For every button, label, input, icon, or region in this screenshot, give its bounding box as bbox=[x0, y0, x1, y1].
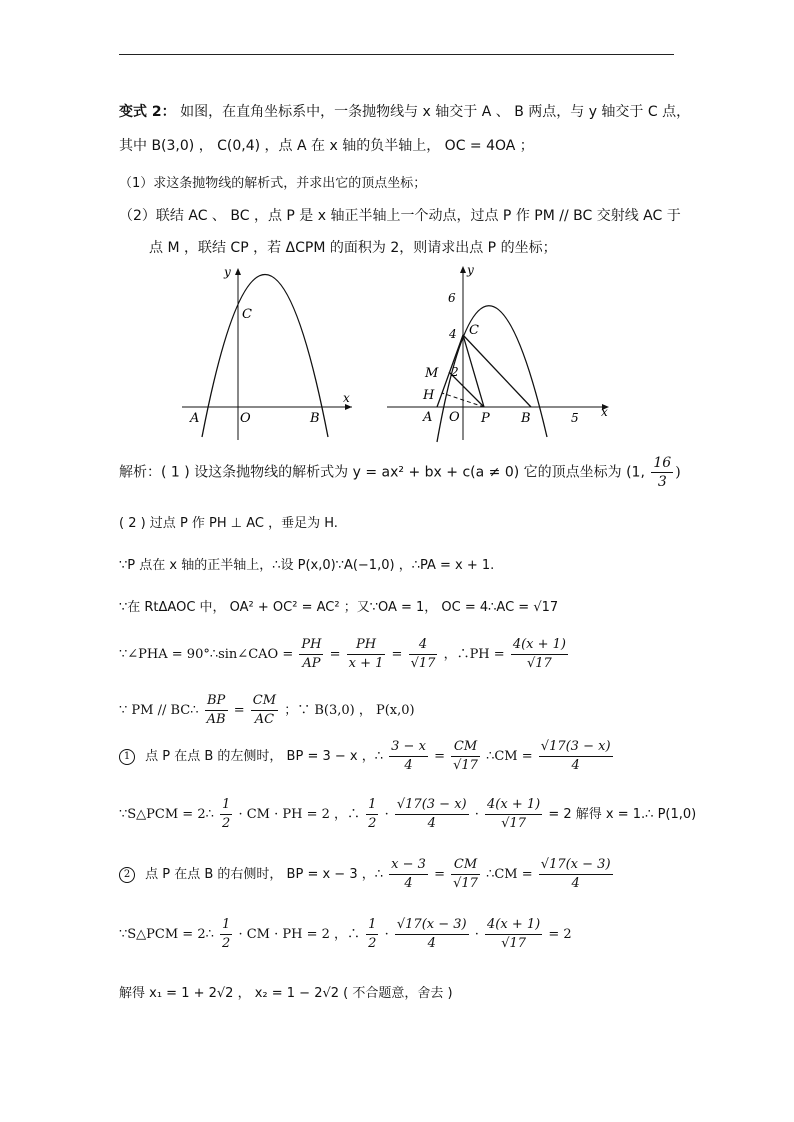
frac-bp-ab bbox=[205, 692, 228, 729]
area1-frac-ph bbox=[485, 796, 542, 833]
area2-frac-half-a bbox=[220, 916, 232, 953]
area1-frac-half-b bbox=[366, 796, 378, 833]
case1-frac-cm-value bbox=[539, 738, 613, 775]
figure2-segment-ac bbox=[437, 335, 463, 407]
figure1-y-arrow bbox=[235, 268, 241, 275]
sine-prefix: ∵∠PHA = 90°∴sin∠CAO = bbox=[119, 647, 294, 662]
sine-eq-2: = bbox=[391, 647, 403, 662]
sine-ph-prefix: ，∴PH = bbox=[443, 647, 505, 662]
frac-4-root17 bbox=[409, 636, 438, 673]
case1-frac-cm-root17 bbox=[451, 738, 480, 775]
solution-part-1 bbox=[119, 454, 681, 491]
figure1-x-label: x bbox=[343, 391, 350, 405]
figure2-b-label: B bbox=[521, 411, 531, 426]
figure2-y-arrow bbox=[460, 266, 466, 273]
area2-frac-half-a-den: 2 bbox=[222, 936, 231, 951]
frac-4-root17-num: 4 bbox=[409, 636, 438, 655]
figure2-tick-4: 4 bbox=[449, 327, 457, 341]
frac-ph-x1 bbox=[347, 636, 386, 673]
area2-frac-cm-num: √17(x − 3) bbox=[395, 916, 469, 935]
vertex-y-fraction bbox=[651, 454, 673, 491]
frac-ph-value bbox=[511, 636, 568, 673]
case2-eq: = bbox=[434, 867, 445, 882]
figure2-tick-5: 5 bbox=[571, 411, 579, 425]
figure1-o-label: O bbox=[240, 411, 251, 426]
solution-line-sine bbox=[119, 636, 570, 673]
area1-frac-half-b-num: 1 bbox=[366, 796, 378, 815]
solution-case-2 bbox=[119, 856, 615, 893]
case2-frac-x3-4 bbox=[389, 856, 428, 893]
area1-mid: · CM · PH = 2 ，∴ bbox=[238, 807, 361, 822]
case2-frac-cm-value-num: √17(x − 3) bbox=[539, 856, 613, 875]
case-1-marker: 1 bbox=[119, 749, 135, 765]
area2-frac-ph bbox=[485, 916, 542, 953]
area2-frac-cm-den: 4 bbox=[427, 936, 436, 951]
case2-frac-cm-value-den: 4 bbox=[571, 876, 580, 891]
frac-ph-value-den: √17 bbox=[526, 656, 552, 671]
figure2-c-label: C bbox=[469, 323, 479, 338]
area2-frac-ph-den: √17 bbox=[501, 936, 527, 951]
case1-frac-cm-value-den: 4 bbox=[571, 758, 580, 773]
solution-line-ac-length: ∵在 RtΔAOC 中， OA² + OC² = AC² ；又∵OA = 1， OC = 4∴AC = √17 bbox=[119, 600, 559, 615]
figure1-b-label: B bbox=[310, 411, 320, 426]
case2-frac-x3-4-den: 4 bbox=[404, 876, 413, 891]
solution-line-p-coordinates: ∵P 点在 x 轴的正半轴上，∴设 P(x,0)∵A(−1,0) ，∴PA = x + 1. bbox=[119, 558, 495, 573]
vertex-y-num: 16 bbox=[653, 455, 672, 471]
header-rule bbox=[119, 54, 674, 55]
area2-frac-half-b-num: 1 bbox=[366, 916, 378, 935]
case-2-text: 点 P 在点 B 的右侧时， BP = x − 3 ，∴ bbox=[145, 867, 384, 882]
question-1: （1）求这条抛物线的解析式，并求出它的顶点坐标； bbox=[119, 176, 427, 191]
problem-heading: 变式 2： bbox=[119, 104, 176, 120]
frac-ph-x1-den: x + 1 bbox=[348, 656, 384, 671]
figure1-y-label: y bbox=[224, 265, 231, 279]
case2-frac-cm-root17-den: √17 bbox=[453, 876, 478, 891]
figure-2-construction bbox=[385, 262, 615, 447]
area1-frac-ph-num: 4(x + 1) bbox=[485, 796, 542, 815]
area2-prefix: ∵S△PCM = 2∴ bbox=[119, 927, 214, 942]
figure2-a-label: A bbox=[423, 410, 433, 425]
figure2-x-label: x bbox=[601, 405, 608, 419]
figure1-c-label: C bbox=[242, 307, 252, 322]
area1-frac-half-a-num: 1 bbox=[220, 796, 232, 815]
figure2-p-label: P bbox=[481, 411, 490, 426]
case1-cm-prefix: ∴CM = bbox=[486, 749, 533, 764]
area2-frac-cm bbox=[395, 916, 469, 953]
area2-frac-half-b bbox=[366, 916, 378, 953]
figure1-a-label: A bbox=[190, 411, 200, 426]
area1-prefix: ∵S△PCM = 2∴ bbox=[119, 807, 214, 822]
area2-mid: · CM · PH = 2 ，∴ bbox=[238, 927, 361, 942]
case2-cm-prefix: ∴CM = bbox=[486, 867, 533, 882]
case2-frac-cm-root17 bbox=[451, 856, 480, 893]
case1-frac-cm-value-num: √17(3 − x) bbox=[539, 738, 613, 757]
frac-ph-value-num: 4(x + 1) bbox=[511, 636, 568, 655]
figure2-tick-2: 2 bbox=[451, 365, 459, 379]
area1-frac-cm-den: 4 bbox=[427, 816, 436, 831]
area2-result: = 2 bbox=[548, 927, 572, 942]
frac-ph-ap bbox=[299, 636, 323, 673]
area1-dot-2: · bbox=[474, 807, 479, 822]
area2-dot-1: · bbox=[384, 927, 389, 942]
case1-frac-3x-4-num: 3 − x bbox=[389, 738, 428, 757]
case1-eq: = bbox=[434, 749, 445, 764]
question-2-line-2: 点 M ，联结 CP ，若 ΔCPM 的面积为 2，则请求出点 P 的坐标； bbox=[149, 240, 557, 256]
area1-frac-ph-den: √17 bbox=[501, 816, 527, 831]
area1-frac-half-b-den: 2 bbox=[368, 816, 377, 831]
solution-final: 解得 x₁ = 1 + 2√2 ， x₂ = 1 − 2√2 ( 不合题意，舍去 ) bbox=[119, 986, 453, 1001]
frac-bp-ab-num: BP bbox=[205, 692, 228, 711]
frac-4-root17-den: √17 bbox=[410, 656, 436, 671]
problem-intro-1: 如图，在直角坐标系中，一条抛物线与 x 轴交于 A 、 B 两点，与 y 轴交于 C 点， bbox=[180, 104, 691, 120]
case2-frac-x3-4-num: x − 3 bbox=[389, 856, 428, 875]
solution-case-1 bbox=[119, 738, 615, 775]
case1-frac-3x-4 bbox=[389, 738, 428, 775]
parallel-prefix: ∵ PM // BC∴ bbox=[119, 703, 199, 718]
area1-frac-cm-num: √17(3 − x) bbox=[395, 796, 469, 815]
figure2-tick-6: 6 bbox=[448, 291, 456, 305]
sine-eq-1: = bbox=[329, 647, 341, 662]
frac-ph-x1-num: PH bbox=[347, 636, 386, 655]
figure2-y-label: y bbox=[467, 263, 474, 277]
figure-1-parabola bbox=[180, 262, 360, 447]
parallel-suffix: ；∵ B(3,0) ， P(x,0) bbox=[284, 703, 415, 718]
question-2-line-1: （2）联结 AC 、 BC ，点 P 是 x 轴正半轴上一个动点，过点 P 作 PM // BC 交射线 AC 于 bbox=[119, 208, 681, 224]
figure2-h-label: H bbox=[423, 388, 435, 403]
area1-frac-half-a bbox=[220, 796, 232, 833]
parallel-eq: = bbox=[233, 703, 245, 718]
solution-area-1 bbox=[119, 796, 696, 833]
area2-frac-half-b-den: 2 bbox=[368, 936, 377, 951]
area1-frac-half-a-den: 2 bbox=[222, 816, 231, 831]
solution-line-parallel bbox=[119, 692, 415, 729]
case-2-marker: 2 bbox=[119, 867, 135, 883]
vertex-close-paren: ) bbox=[675, 464, 681, 481]
case-1-text: 点 P 在点 B 的左侧时， BP = 3 − x ，∴ bbox=[145, 749, 384, 764]
solution-part-1-text: 解析：( 1 ) 设这条抛物线的解析式为 y = ax² + bx + c(a ≠ 0) 它的顶点坐标为 (1, bbox=[119, 464, 650, 481]
problem-line-1 bbox=[119, 102, 690, 122]
area2-frac-ph-num: 4(x + 1) bbox=[485, 916, 542, 935]
frac-ph-ap-num: PH bbox=[299, 636, 323, 655]
solution-part-2-intro: ( 2 ) 过点 P 作 PH ⊥ AC ，垂足为 H. bbox=[119, 516, 338, 531]
frac-cm-ac bbox=[251, 692, 278, 729]
frac-ph-ap-den: AP bbox=[302, 656, 321, 671]
case1-frac-cm-root17-den: √17 bbox=[453, 758, 478, 773]
area2-frac-half-a-num: 1 bbox=[220, 916, 232, 935]
area2-dot-2: · bbox=[474, 927, 479, 942]
case1-frac-3x-4-den: 4 bbox=[404, 758, 413, 773]
frac-bp-ab-den: AB bbox=[206, 712, 226, 727]
frac-cm-ac-den: AC bbox=[254, 712, 275, 727]
problem-intro-2: 其中 B(3,0) ， C(0,4) ，点 A 在 x 轴的负半轴上， OC = 4OA ； bbox=[119, 138, 534, 154]
figure2-o-label: O bbox=[449, 410, 460, 425]
frac-cm-ac-num: CM bbox=[251, 692, 278, 711]
case2-frac-cm-value bbox=[539, 856, 613, 893]
area1-frac-cm bbox=[395, 796, 469, 833]
solution-area-2 bbox=[119, 916, 572, 953]
case2-frac-cm-root17-num: CM bbox=[451, 856, 480, 875]
area1-result: = 2 解得 x = 1.∴ P(1,0) bbox=[548, 807, 697, 822]
case1-frac-cm-root17-num: CM bbox=[451, 738, 480, 757]
figure2-m-label: M bbox=[425, 366, 439, 381]
area1-dot-1: · bbox=[384, 807, 389, 822]
vertex-y-den: 3 bbox=[657, 474, 667, 490]
